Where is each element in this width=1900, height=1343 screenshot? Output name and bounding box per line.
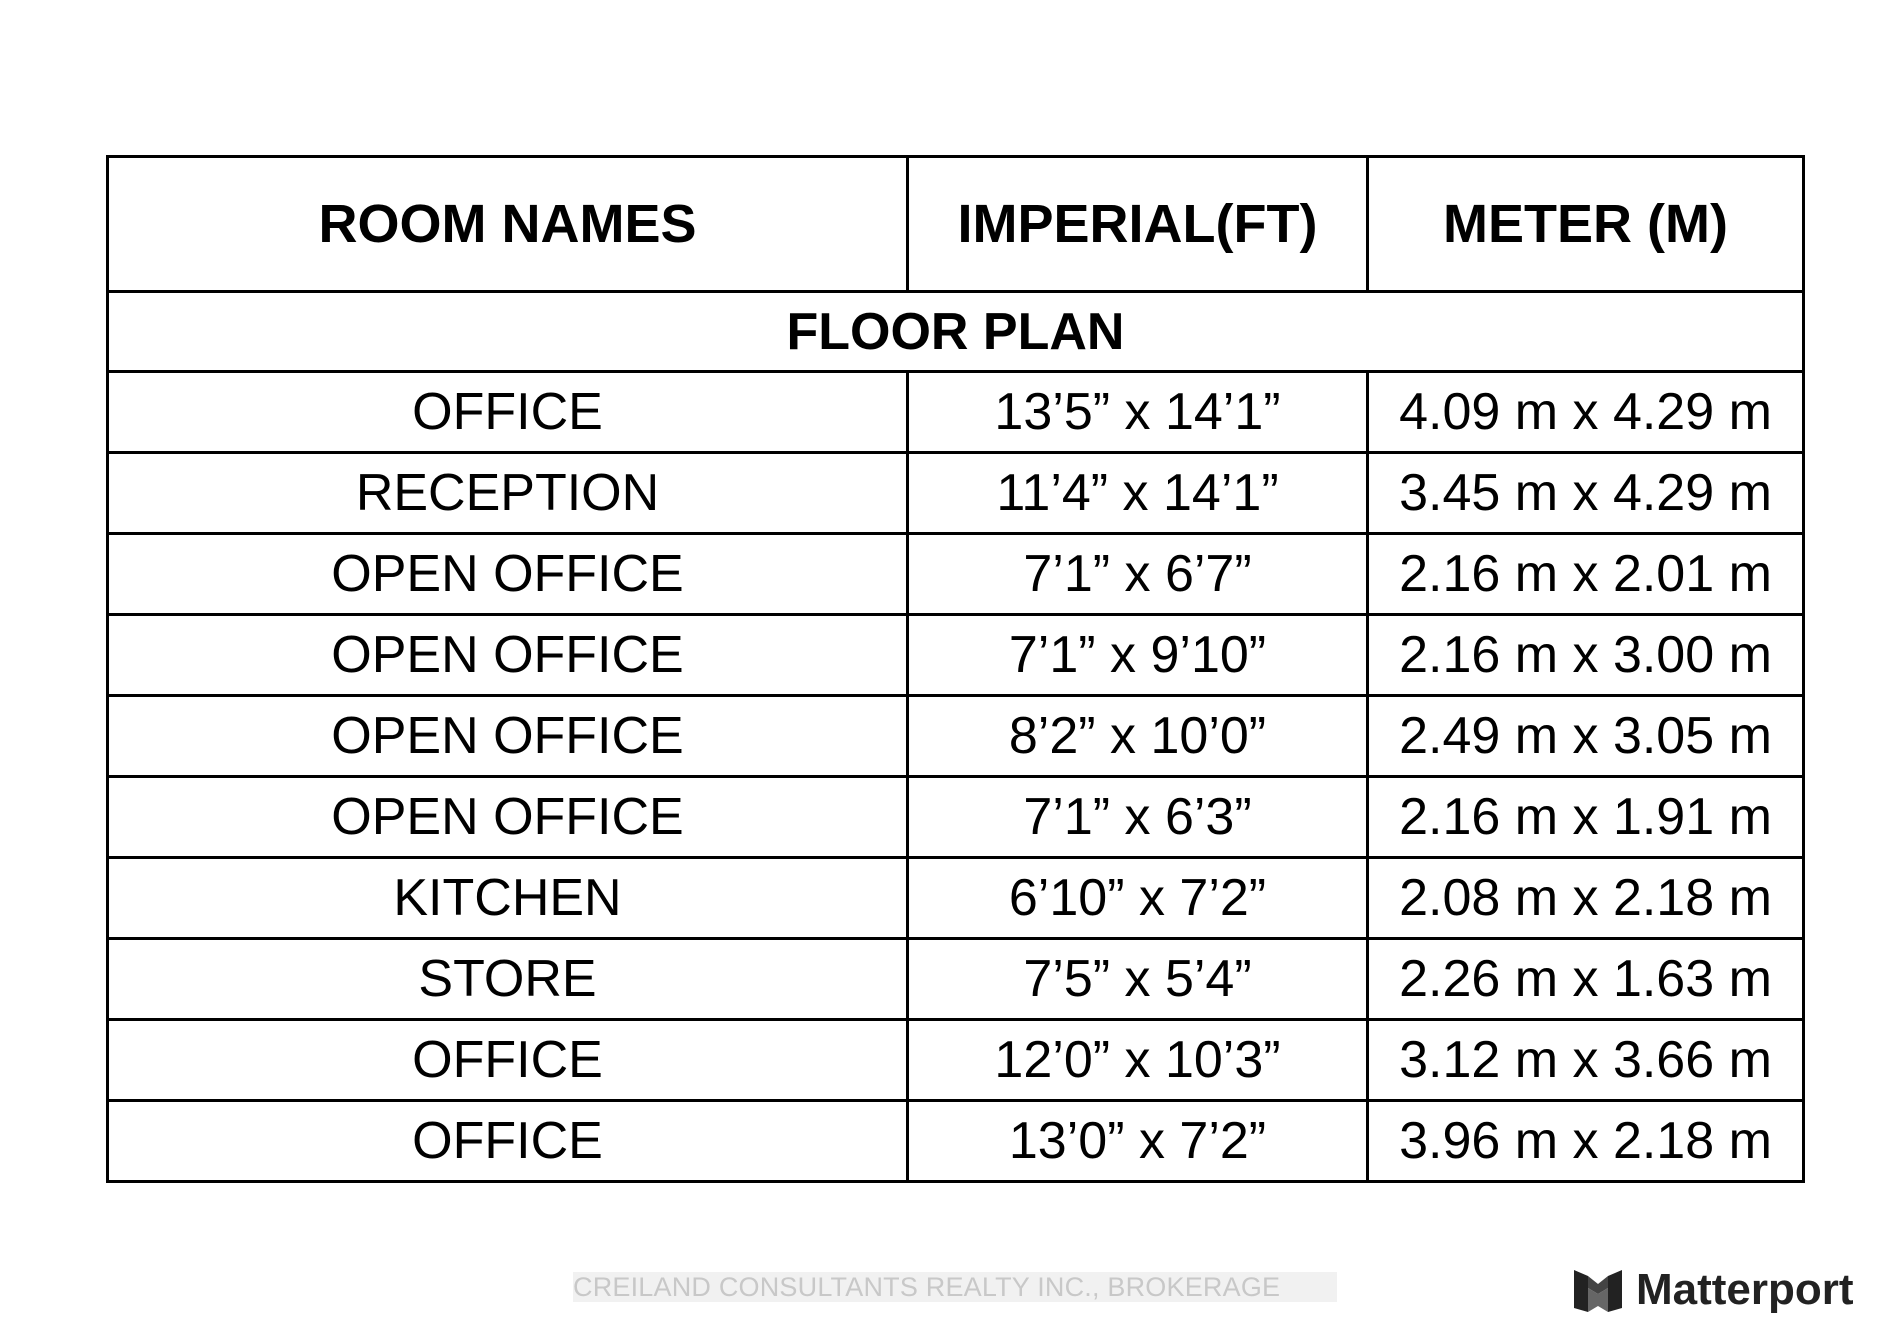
meter-size: 2.08 m x 2.18 m (1368, 858, 1804, 939)
room-name: KITCHEN (108, 858, 908, 939)
imperial-size: 12’0” x 10’3” (908, 1020, 1368, 1101)
table-row (108, 939, 1804, 1020)
table-row (108, 1020, 1804, 1101)
table-row (108, 372, 1804, 453)
meter-size: 2.16 m x 1.91 m (1368, 777, 1804, 858)
matterport-brand (1572, 1262, 1854, 1318)
room-dimensions-table (106, 155, 1805, 1183)
imperial-size: 8’2” x 10’0” (908, 696, 1368, 777)
meter-size: 4.09 m x 4.29 m (1368, 372, 1804, 453)
meter-size: 2.16 m x 2.01 m (1368, 534, 1804, 615)
imperial-size: 13’5” x 14’1” (908, 372, 1368, 453)
meter-size: 3.45 m x 4.29 m (1368, 453, 1804, 534)
imperial-size: 7’1” x 9’10” (908, 615, 1368, 696)
meter-size: 2.49 m x 3.05 m (1368, 696, 1804, 777)
meter-size: 3.12 m x 3.66 m (1368, 1020, 1804, 1101)
header-meter: METER (M) (1368, 157, 1804, 292)
room-name: OFFICE (108, 1101, 908, 1182)
room-name: OPEN OFFICE (108, 696, 908, 777)
room-name: STORE (108, 939, 908, 1020)
brokerage-watermark: CREILAND CONSULTANTS REALTY INC., BROKERAGE (573, 1272, 1337, 1302)
table-row (108, 777, 1804, 858)
section-title: FLOOR PLAN (108, 292, 1804, 372)
imperial-size: 6’10” x 7’2” (908, 858, 1368, 939)
table-row (108, 453, 1804, 534)
section-row (108, 292, 1804, 372)
room-name: OFFICE (108, 1020, 908, 1101)
imperial-size: 13’0” x 7’2” (908, 1101, 1368, 1182)
table-row (108, 1101, 1804, 1182)
room-name: OPEN OFFICE (108, 534, 908, 615)
meter-size: 3.96 m x 2.18 m (1368, 1101, 1804, 1182)
imperial-size: 7’1” x 6’7” (908, 534, 1368, 615)
meter-size: 2.26 m x 1.63 m (1368, 939, 1804, 1020)
table-row (108, 615, 1804, 696)
table-header-row (108, 157, 1804, 292)
imperial-size: 7’5” x 5’4” (908, 939, 1368, 1020)
room-name: OFFICE (108, 372, 908, 453)
table-row (108, 696, 1804, 777)
brand-name: Matterport (1636, 1265, 1854, 1314)
room-name: OPEN OFFICE (108, 777, 908, 858)
header-room-names: ROOM NAMES (108, 157, 908, 292)
table-row (108, 858, 1804, 939)
header-imperial: IMPERIAL(FT) (908, 157, 1368, 292)
room-name: OPEN OFFICE (108, 615, 908, 696)
imperial-size: 11’4” x 14’1” (908, 453, 1368, 534)
meter-size: 2.16 m x 3.00 m (1368, 615, 1804, 696)
imperial-size: 7’1” x 6’3” (908, 777, 1368, 858)
room-name: RECEPTION (108, 453, 908, 534)
matterport-logo-icon (1572, 1264, 1624, 1316)
table-row (108, 534, 1804, 615)
